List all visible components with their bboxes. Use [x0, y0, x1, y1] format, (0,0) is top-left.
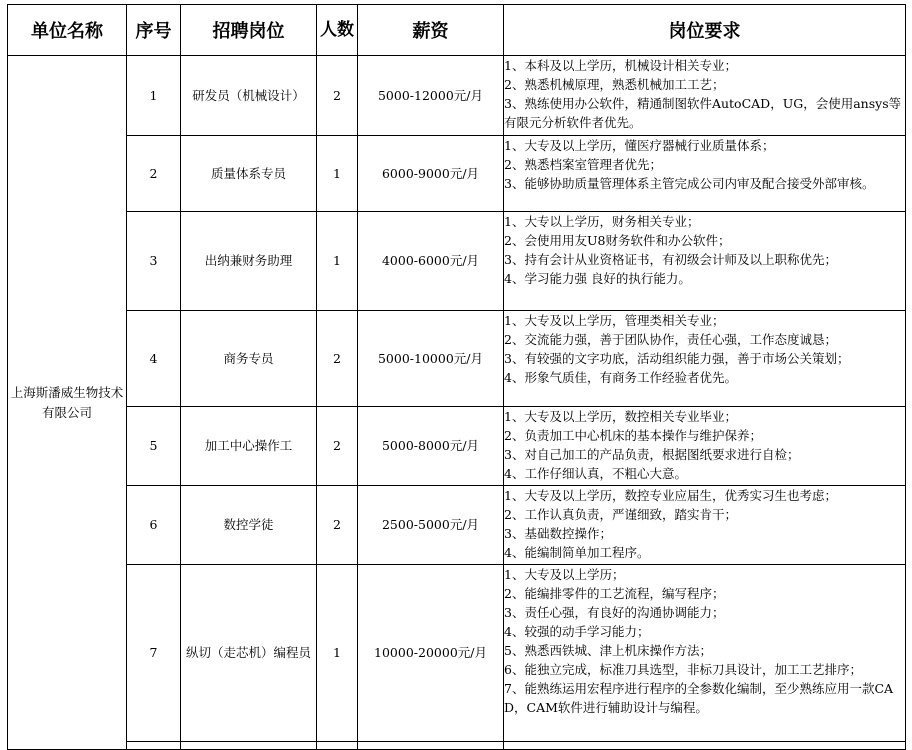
row-position: 质量体系专员 — [181, 136, 317, 212]
table-row — [8, 565, 906, 742]
row-count: 1 — [317, 136, 358, 212]
row-salary: 5000-12000元/月 — [358, 56, 504, 136]
row-requirements — [504, 311, 906, 407]
row-count: 2 — [317, 407, 358, 486]
row-count: 2 — [317, 311, 358, 407]
requirement-line: 5、熟悉西铁城、津上机床操作方法； — [504, 643, 712, 658]
header-position: 招聘岗位 — [181, 5, 317, 56]
requirement-line: 1、大专及以上学历，管理类相关专业； — [504, 313, 725, 328]
requirement-line: 1、大专及以上学历，懂医疗器械行业质量体系； — [504, 138, 775, 153]
row-salary: 6000-9000元/月 — [358, 136, 504, 212]
requirement-line: 2、熟悉档案室管理者优先； — [504, 157, 662, 172]
requirement-line: 3、基础数控操作； — [504, 526, 612, 541]
requirement-line: 1、大专以上学历，财务相关专业； — [504, 214, 700, 229]
table-row — [8, 212, 906, 311]
header-requirements: 岗位要求 — [504, 5, 906, 56]
row-index: 3 — [127, 212, 181, 311]
requirement-line: 1、大专及以上学历； — [504, 567, 625, 582]
row-position: 加工中心操作工 — [181, 407, 317, 486]
row-position: 出纳兼财务助理 — [181, 212, 317, 311]
row-position: 纵切（走芯机）编程员 — [181, 565, 317, 742]
requirement-line: 2、交流能力强，善于团队协作，责任心强，工作态度诚恳； — [504, 332, 837, 347]
row-salary: 2500-5000元/月 — [358, 486, 504, 565]
requirement-line: 3、能够协助质量管理体系主管完成公司内审及配合接受外部审核。 — [504, 176, 875, 191]
requirement-line: 3、有较强的文字功底，活动组织能力强，善于市场公关策划； — [504, 351, 850, 366]
requirement-line: 2、负责加工中心机床的基本操作与维护保养； — [504, 428, 762, 443]
requirement-line: 1、本科及以上学历，机械设计相关专业； — [504, 58, 737, 73]
requirement-line: 1、大专及以上学历，数控相关专业毕业； — [504, 409, 737, 424]
row-salary: 5000-8000元/月 — [358, 407, 504, 486]
row-count: 2 — [317, 486, 358, 565]
row-requirements — [504, 565, 906, 742]
company-name: 上海斯潘威生物技术有限公司 — [8, 56, 127, 750]
requirement-line: 2、熟悉机械原理，熟悉机械加工工艺； — [504, 77, 725, 92]
table-row — [8, 311, 906, 407]
row-count: 2 — [317, 56, 358, 136]
requirement-line: 7、能熟练运用宏程序进行程序的全参数化编制，至少熟练应用一款CAD，CAM软件进行辅助设计与编程。 — [504, 681, 894, 715]
requirement-line: 2、能编排零件的工艺流程，编写程序； — [504, 586, 725, 601]
row-salary: 4000-6000元/月 — [358, 212, 504, 311]
header-count: 人数 — [317, 5, 358, 56]
row-index: 7 — [127, 565, 181, 742]
requirement-line: 6、能独立完成，标准刀具选型，非标刀具设计，加工工艺排序； — [504, 662, 862, 677]
header-company: 单位名称 — [8, 5, 127, 56]
row-count: 1 — [317, 212, 358, 311]
row-position: 研发员（机械设计） — [181, 56, 317, 136]
row-index: 5 — [127, 407, 181, 486]
requirement-line: 2、会使用用友U8财务软件和办公软件； — [504, 233, 731, 248]
requirement-line: 1、大专及以上学历，数控专业应届生，优秀实习生也考虑； — [504, 488, 837, 503]
row-salary: 10000-20000元/月 — [358, 565, 504, 742]
row-position: 数控学徒 — [181, 486, 317, 565]
row-position: 商务专员 — [181, 311, 317, 407]
row-requirements — [504, 212, 906, 311]
header-row — [8, 5, 906, 56]
requirement-line: 3、对自己加工的产品负责，根据图纸要求进行自检； — [504, 447, 800, 462]
header-index: 序号 — [127, 5, 181, 56]
requirement-line: 3、持有会计从业资格证书，有初级会计师及以上职称优先； — [504, 252, 837, 267]
requirement-line: 4、学习能力强 良好的执行能力。 — [504, 271, 691, 286]
table-row — [8, 486, 906, 565]
requirement-line: 3、责任心强，有良好的沟通协调能力； — [504, 605, 725, 620]
row-index: 4 — [127, 311, 181, 407]
row-index: 1 — [127, 56, 181, 136]
row-index: 2 — [127, 136, 181, 212]
recruitment-table — [7, 4, 906, 750]
requirement-line: 4、形象气质佳，有商务工作经验者优先。 — [504, 370, 737, 385]
table-row — [8, 136, 906, 212]
row-requirements — [504, 136, 906, 212]
table-row — [8, 56, 906, 136]
row-requirements — [504, 486, 906, 565]
row-count: 1 — [317, 565, 358, 742]
row-salary: 5000-10000元/月 — [358, 311, 504, 407]
requirement-line: 2、工作认真负责，严谨细致，踏实肯干； — [504, 507, 737, 522]
row-requirements — [504, 407, 906, 486]
requirement-line: 4、较强的动手学习能力； — [504, 624, 650, 639]
table-row — [8, 407, 906, 486]
row-requirements — [504, 56, 906, 136]
requirement-line: 4、工作仔细认真，不粗心大意。 — [504, 466, 687, 481]
requirement-line: 4、能编制简单加工程序。 — [504, 545, 650, 560]
requirement-line: 3、熟练使用办公软件，精通制图软件AutoCAD，UG，会使用ansys等有限元分析软件者优先。 — [504, 96, 902, 130]
row-index: 6 — [127, 486, 181, 565]
header-salary: 薪资 — [358, 5, 504, 56]
